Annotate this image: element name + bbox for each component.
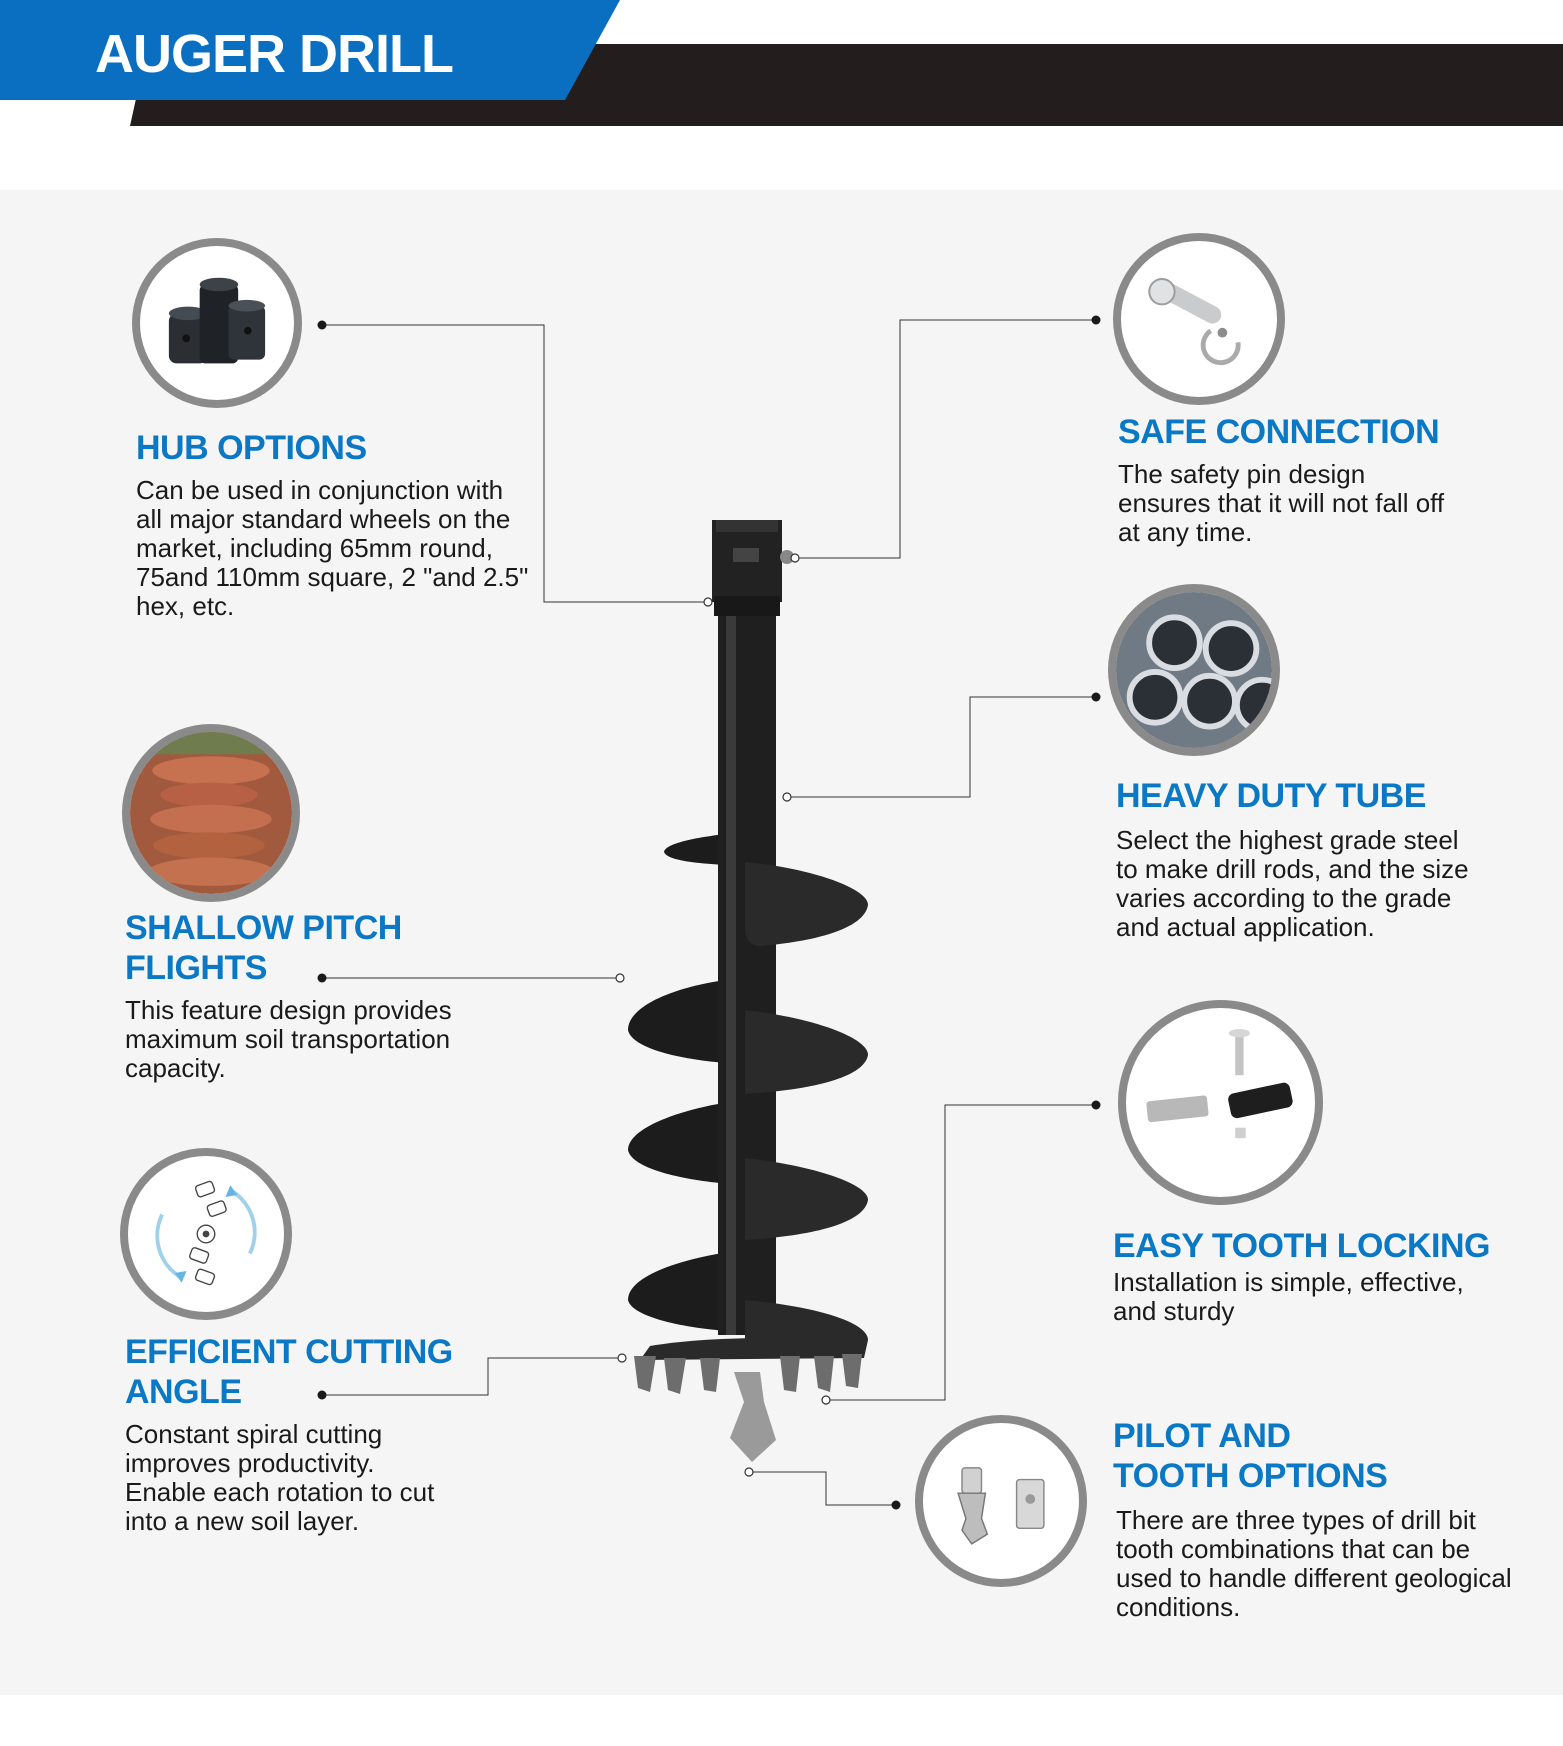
soil-layers-icon: [122, 724, 300, 902]
hub-options-title: HUB OPTIONS: [136, 429, 367, 467]
tooth-locking-title: EASY TOOTH LOCKING: [1113, 1227, 1491, 1265]
page-title: AUGER DRILL: [95, 24, 453, 84]
pilot-tooth-icon: [915, 1415, 1087, 1587]
pilot-tooth-title-line2: TOOTH OPTIONS: [1113, 1457, 1388, 1495]
tooth-lock-icon: [1118, 1000, 1323, 1205]
steel-tubes-icon: [1108, 584, 1280, 756]
hub-icon: [132, 238, 302, 408]
safe-connection-desc: The safety pin design ensures that it will not fall off at any time.: [1118, 459, 1445, 547]
shallow-pitch-title-line2: FLIGHTS: [125, 949, 267, 987]
shallow-pitch-desc: This feature design provides maximum soil transportation capacity.: [125, 995, 452, 1083]
cutting-angle-title-line1: EFFICIENT CUTTING: [125, 1333, 453, 1371]
safe-connection-title: SAFE CONNECTION: [1118, 413, 1440, 451]
tooth-locking-desc: Installation is simple, effective, and sturdy: [1113, 1267, 1464, 1326]
rotation-cutting-icon: [120, 1148, 292, 1320]
cutting-angle-title-line2: ANGLE: [125, 1373, 242, 1411]
hub-options-desc: Can be used in conjunction with all major standard wheels on the market, including 65mm round, 75and 110mm square, 2 "and 2.5" hex, etc.: [136, 475, 529, 621]
safety-pin-icon: [1113, 233, 1285, 405]
heavy-tube-title: HEAVY DUTY TUBE: [1116, 777, 1426, 815]
cutting-angle-desc: Constant spiral cutting improves productivity. Enable each rotation to cut into a new soil layer.: [125, 1419, 435, 1536]
heavy-tube-desc: Select the highest grade steel to make drill rods, and the size varies according to the grade and actual application.: [1116, 825, 1469, 942]
pilot-tooth-desc: There are three types of drill bit tooth combinations that can be used to handle different geological conditions.: [1116, 1505, 1512, 1622]
pilot-tooth-title-line1: PILOT AND: [1113, 1417, 1291, 1455]
shallow-pitch-title-line1: SHALLOW PITCH: [125, 909, 402, 947]
